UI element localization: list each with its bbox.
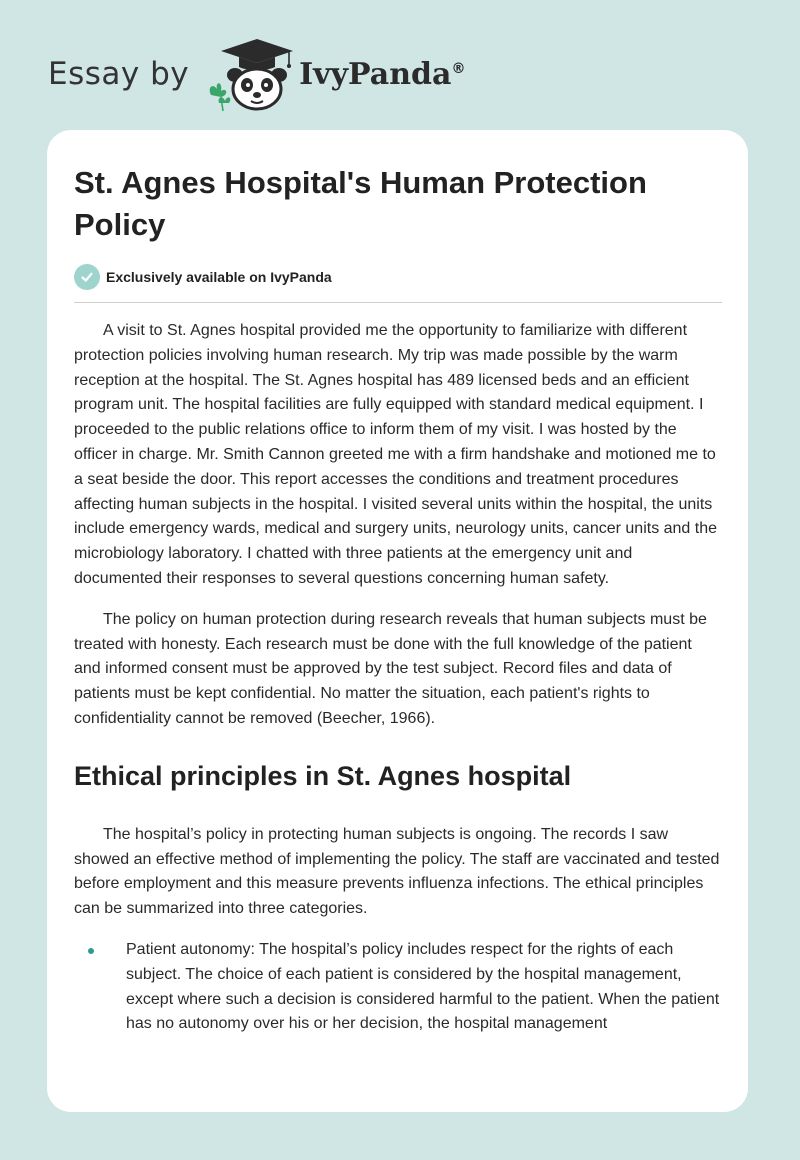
registered-mark: ® [451,60,466,77]
article-card [47,130,748,1112]
principles-list [74,938,722,1037]
brand-name-text: IvyPanda [299,56,452,92]
panda-logo-icon [203,35,295,113]
section-heading: Ethical principles in St. Agnes hospital [74,760,572,791]
exclusive-banner [74,264,722,303]
brand-name [299,57,465,92]
list-item [74,938,722,1037]
brand-header [48,34,465,114]
brand-prefix: Essay by [48,56,190,92]
body-paragraph: The policy on human protection during research reveals that human subjects must be treated with honesty. Each research must be done with the full knowledge of the patient and informed consent must be approved by the test subject. Record files and data of patients must be kept confidential. No matter the situation, each patient's rights to confidentiality cannot be removed (Beecher, 1966). [74,610,707,727]
bullet-icon [88,948,94,954]
section-paragraph: The hospital’s policy in protecting human subjects is ongoing. The records I saw showed an effective method of implementing the policy. The staff are vaccinated and tested before employment and this measure prevents influenza infections. The ethical principles can be summarized into three categories. [74,825,720,918]
body-paragraph: A visit to St. Agnes hospital provided me the opportunity to familiarize with different protection policies involving human research. My trip was made possible by the warm reception at the hospital. The St. Agnes hospital has 489 licensed beds and an efficient program unit. The hospital facilities are fully equipped with standard medical equipment. I proceeded to the public relations office to inform them of my visit. I was hosted by the officer in charge. Mr. Smith Cannon greeted me with a firm handshake and motioned me to a seat beside the door. This report accesses the conditions and treatment procedures affecting human subjects in the hospital. I visited several units within the hospital, the units include emergency wards, medical and surgery units, neurology units, cancer units and the microbiology laboratory. I chatted with three patients at the emergency unit and documented their responses to several questions concerning human safety. [74,322,718,587]
article-title: St. Agnes Hospital's Human Protection Policy [74,165,647,242]
exclusive-label: Exclusively available on IvyPanda [106,269,332,285]
list-item-text: Patient autonomy: The hospital’s policy includes respect for the rights of each subject. The choice of each patient is considered by the hospital management, except where such a decision is considered harmful to the patient. When the patient has no autonomy over his or her decision, the hospital management [126,940,720,1033]
check-icon [74,264,100,290]
